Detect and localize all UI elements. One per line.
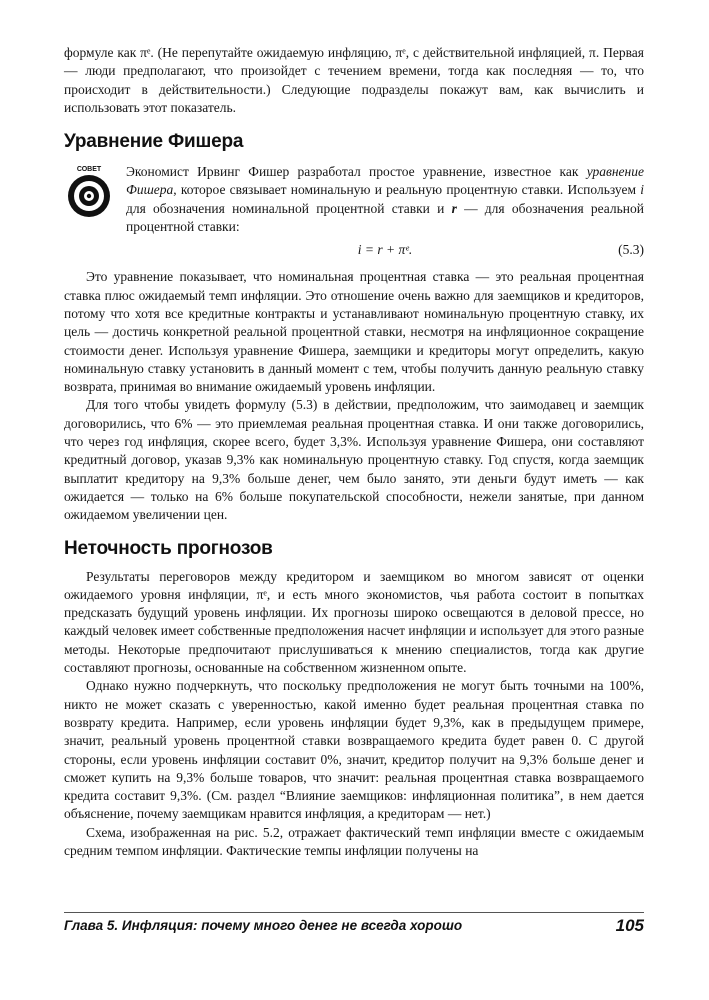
var-i: i — [640, 182, 644, 198]
tip-icon-label: СОВЕТ — [76, 166, 102, 174]
page-number: 105 — [615, 916, 644, 935]
footer-divider — [64, 912, 644, 913]
fisher-equation-term: уравнение Фишера — [126, 164, 644, 198]
formula-row — [126, 240, 644, 262]
fisher-paragraph-2: Для того чтобы увидеть формулу (5.3) в действии, предположим, что заимодавец и заемщик договорились, что 6% — это приемлемая реальная процентная ставка. И они также договорились, что через год инфляция, скорее всего, будет 3,3%. Используя уравнение Фишера, они составляют кредитный договор, указав 9,3% как номинальную процентную ставку. Год спустя, когда заемщик выплатит кредитору на 9,3% больше денег, чем было занято, эти деньги будут иметь — как ожидается — только на 6% больше покупательской способности, нежели занятые, при данном ожидаемом увеличении цен. — [64, 397, 644, 523]
tip-text: Экономист Ирвинг Фишер разработал простое уравнение, известное как уравнение Фишера, которое связывает номинальную и реальную процентную ставки. Используем i для обозначения номинальной процентной ставки и r — для обозначения реальной процентной ставки: — [126, 164, 644, 235]
formula-number: (5.3) — [618, 242, 644, 258]
fisher-paragraph-1: Это уравнение показывает, что номинальная процентная ставка — это реальная процентная ставка плюс ожидаемый темп инфляции. Это отношение очень важно для заемщиков и кредиторов, потому что хотя все кредитные контракты и устанавливают номинальную процентную ставку, их цель — достичь конкретной реальной процентной ставки, несмотря на инфляционное сокращение стоимости денег. Используя уравнение Фишера, заемщики и кредиторы могут определить, какую номинальную ставку установить в данный момент с тем, чтобы получить данную реальную ставку возврата, принимая во внимание ожидаемый уровень инфляции. — [64, 269, 644, 395]
page-footer — [64, 912, 644, 936]
section-heading-forecast-inaccuracy: Неточность прогнозов — [64, 537, 273, 559]
fisher-formula: i = r + πᵉ. — [357, 242, 413, 258]
section-heading-fisher-equation: Уравнение Фишера — [64, 131, 244, 153]
inaccuracy-paragraph-3: Схема, изображенная на рис. 5.2, отражает фактический темп инфляции вместе с ожидаемым средним темпом инфляции. Фактические темпы инфляции получены на — [64, 824, 644, 858]
var-r: r — [451, 200, 457, 216]
chapter-title: Глава 5. Инфляция: почему много денег не всегда хорошо — [64, 918, 463, 933]
intro-paragraph: формуле как πᵉ. (Не перепутайте ожидаемую инфляцию, πᵉ, с действительной инфляцией, π. Первая — люди предполагают, что произойдет с течением времени, тогда как последняя — то, что происходит в действительности.) Следующие подразделы покажут вам, как вычислить и использовать этот показатель. — [64, 45, 644, 115]
inaccuracy-paragraph-1: Результаты переговоров между кредитором и заемщиком во многом зависят от оценки ожидаемого уровня инфляции, πᵉ, и есть много экономистов, чья работа состоит в попытках предсказать будущий уровень инфляции. Их прогнозы широко освещаются в деловой прессе, но каждый человек имеет собственные предположения насчет инфляции и использует для этого разные методы. Некоторые предпочитают прислушиваться к мнению специалистов, тогда как другие составляют прогнозы, основанные на собственном жизненном опыте. — [64, 568, 644, 676]
target-tip-icon — [64, 163, 114, 219]
page-content — [64, 44, 644, 860]
tip-box — [64, 163, 644, 262]
inaccuracy-paragraph-2: Однако нужно подчеркнуть, что поскольку предположения не могут быть точными на 100%, никто не может сказать с уверенностью, какой именно будет реальная процентная ставка по возврату кредита. Например, если уровень инфляции будет 9,3%, как в предыдущем примере, значит, реальный уровень процентной ставки возвращаемого кредита будет равен 0. С другой стороны, если уровень инфляции составит 0%, значит, кредитор получит на 9,3% больше денег и сможет купить на 9,3% больше товаров, что значит: реальная процентная ставка возвращаемого кредита составит 9,3%. (См. раздел “Влияние заемщиков: инфляционная политика”, в нем дается объяснение, почему заемщикам нравится инфляция, а кредиторам — нет.) — [64, 678, 644, 822]
